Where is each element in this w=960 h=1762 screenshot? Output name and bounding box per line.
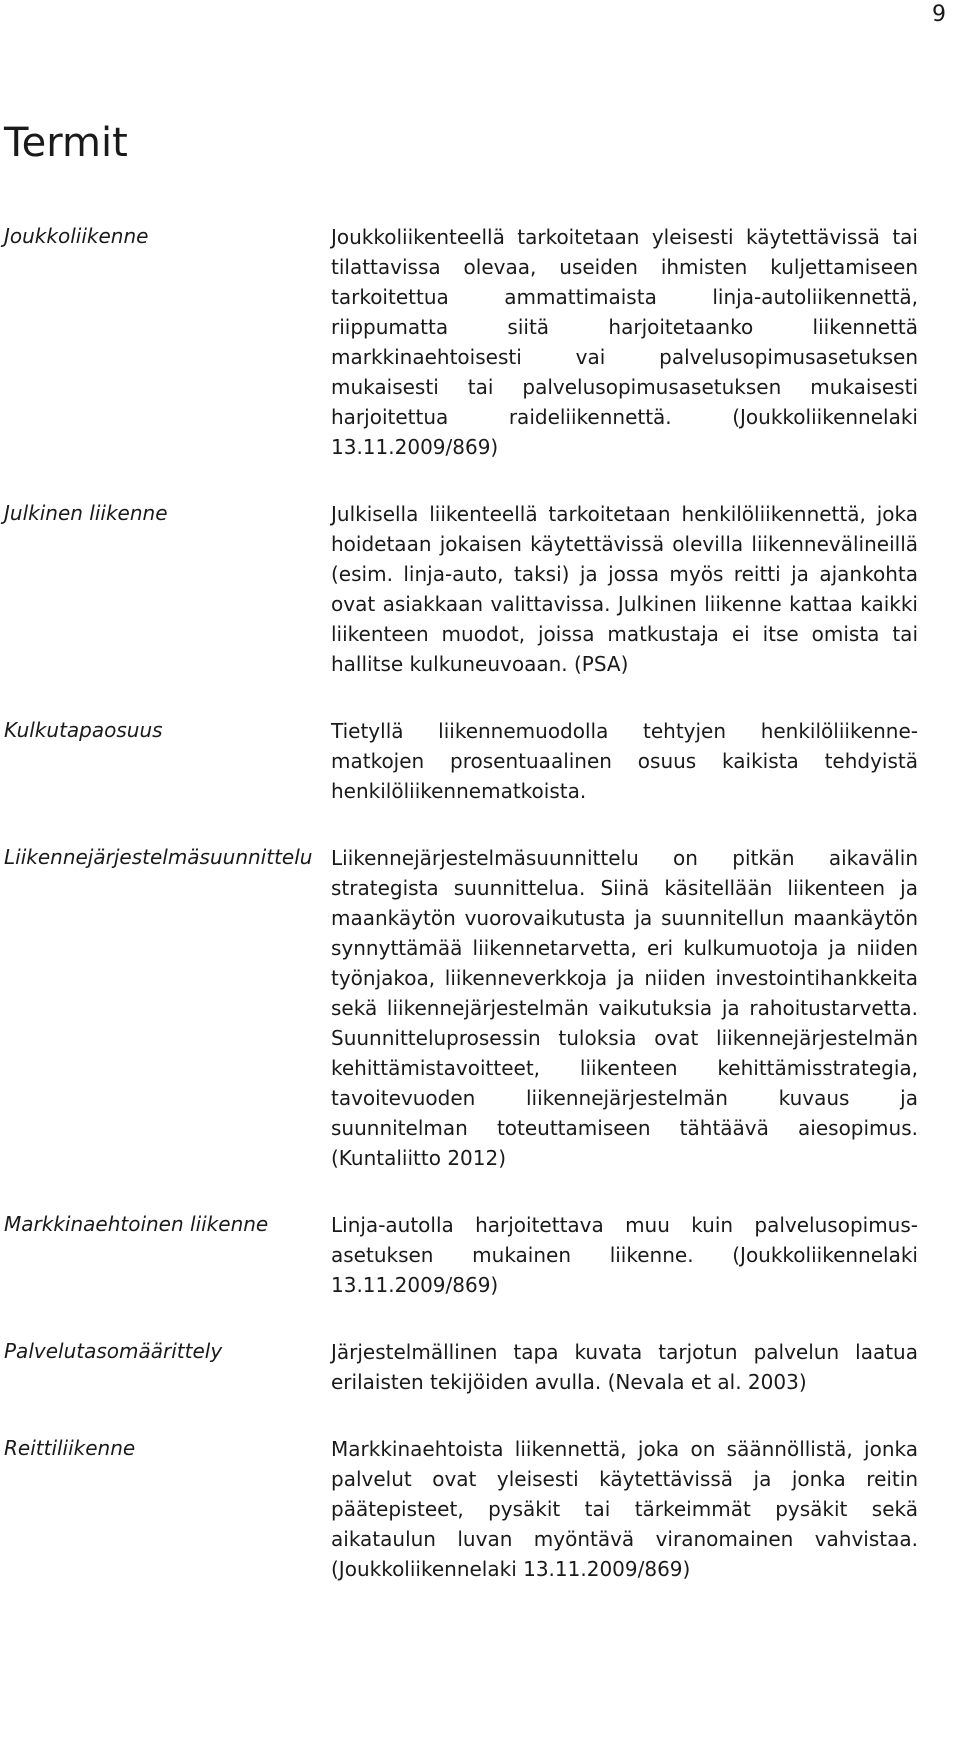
- term-entry: [0, 716, 960, 806]
- term-entry: [0, 1337, 960, 1397]
- term-entry: [0, 1434, 960, 1584]
- term-name: Markkinaehtoinen liikenne: [4, 1212, 269, 1236]
- page-number: 9: [932, 2, 946, 27]
- term-definition: Julkisella liikenteellä tarkoitetaan henkilöliikennettä, joka hoidetaan jokaisen käytettävissä olevilla liikennevälineillä (esim. linja-auto, taksi) ja jossa myös reitti ja ajankohta ovat asiakkaan valittavissa. Julkinen liikenne kattaa kaikki liikenteen muodot, joissa matkustaja ei itse omista tai hallitse kulkuneuvoaan. (PSA): [331, 502, 918, 676]
- term-name: Kulkutapaosuus: [4, 718, 163, 742]
- term-name: Reittiliikenne: [4, 1436, 136, 1460]
- term-definition: Järjestelmällinen tapa kuvata tarjotun palvelun laatua erilaisten tekijöiden avulla. (Nevala et al. 2003): [331, 1340, 918, 1394]
- term-name: Joukkoliikenne: [4, 224, 149, 248]
- page-title: Termit: [4, 120, 128, 166]
- term-entry: [0, 843, 960, 1173]
- term-definition: Markkinaehtoista liikennettä, joka on säännöllistä, jonka palvelut ovat yleisesti käytettävissä ja jonka reitin päätepisteet, pysäkit tai tärkeimmät pysäkit sekä aikataulun luvan myöntävä viranomainen vahvistaa. (Joukkoliikennelaki 13.11.2009/869): [331, 1437, 918, 1581]
- terms-list: [0, 222, 960, 1621]
- term-definition: Tietyllä liikennemuodolla tehtyjen henkilöliikennematkojen prosentuaalinen osuus kaikista tehdyistä henkilöliikennematkoista.: [331, 719, 918, 803]
- term-definition: Linja-autolla harjoitettava muu kuin palvelusopimusasetuksen mukainen liikenne. (Joukkoliikennelaki 13.11.2009/869): [331, 1213, 918, 1297]
- term-name: Palvelutasomäärittely: [4, 1339, 223, 1363]
- term-entry: [0, 222, 960, 462]
- term-entry: [0, 1210, 960, 1300]
- term-definition: Joukkoliikenteellä tarkoitetaan yleisesti käytettävissä tai tilattavissa olevaa, useiden ihmisten kuljettamiseen tarkoitettua ammattimaista linja-autoliikennettä, riippumatta siitä harjoitetaanko liikennettä markkinaehtoisesti vai palvelusopimusasetuksen mukaisesti tai palvelusopimusasetuksen mukaisesti harjoitettua raideliikennettä. (Joukkoliikennelaki 13.11.2009/869): [331, 225, 918, 459]
- term-name: Julkinen liikenne: [4, 501, 168, 525]
- term-definition: Liikennejärjestelmäsuunnittelu on pitkän aikavälin strategista suunnittelua. Siinä käsitellään liikenteen ja maankäytön vuorovaikutusta ja suunnitellun maankäytön synnyttämää liikennetarvetta, eri kulkumuotoja ja niiden työnjakoa, liikenneverkkoja ja niiden investointihankkeita sekä liikennejärjestelmän vaikutuksia ja rahoitustarvetta. Suunnitteluprosessin tuloksia ovat liikennejärjestelmän kehittämistavoitteet, liikenteen kehittämisstrategia, tavoitevuoden liikennejärjestelmän kuvaus ja suunnitelman toteuttamiseen tähtäävä aiesopimus. (Kuntaliitto 2012): [331, 846, 918, 1170]
- term-entry: [0, 499, 960, 679]
- term-name: Liikennejärjestelmäsuunnittelu: [4, 845, 313, 869]
